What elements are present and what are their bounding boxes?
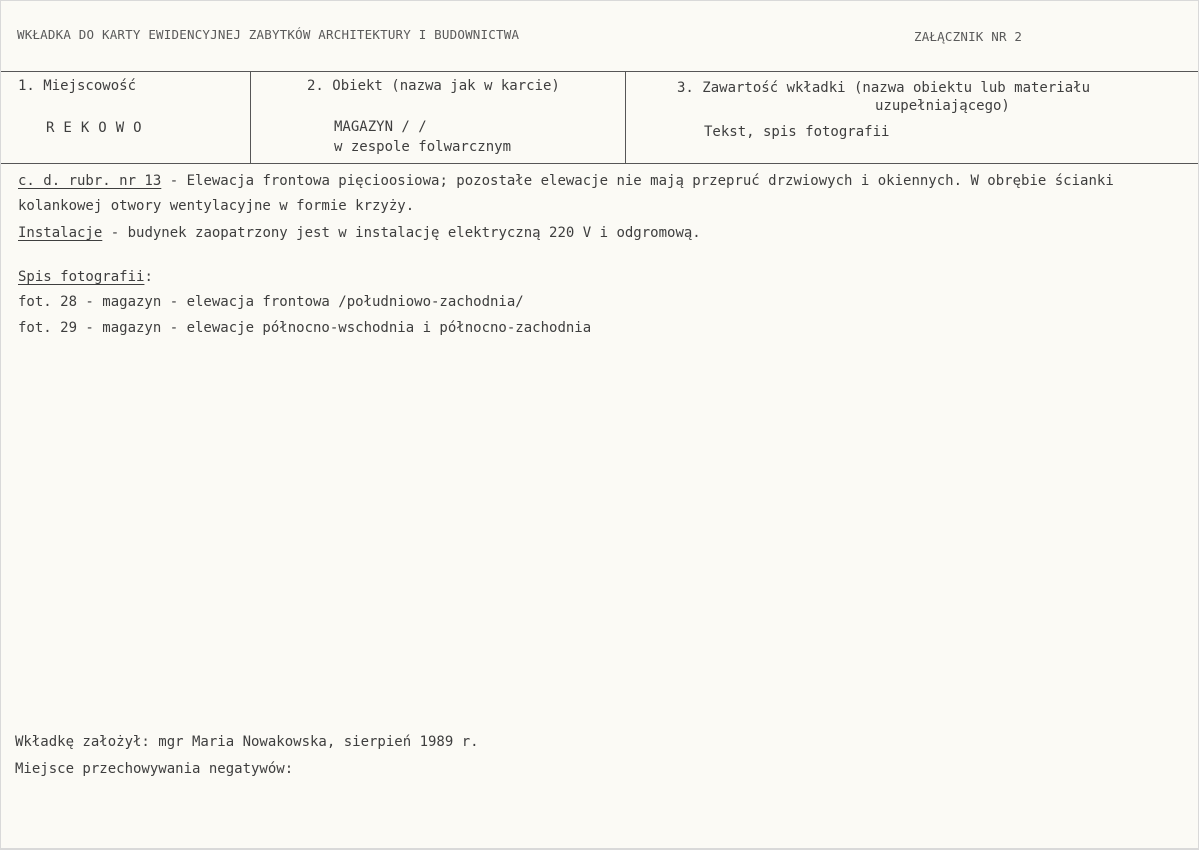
contents-label-cont: uzupełniającego)	[875, 98, 1010, 114]
inventory-card	[1, 1, 1198, 848]
description-paragraph-cont: kolankowej otwory wentylacyjne w formie krzyży.	[18, 198, 415, 214]
description-paragraph	[18, 174, 1114, 188]
installations-description: - budynek zaopatrzony jest w instalację elektryczną 220 V i odgromową.	[102, 225, 701, 241]
rubric-reference: c. d. rubr. nr 13	[18, 173, 162, 189]
photo-list-heading	[18, 270, 153, 284]
object-name: MAGAZYN / /	[334, 119, 427, 135]
column-divider-1	[250, 71, 251, 163]
photo-list-colon: :	[144, 269, 153, 285]
installations-label: Instalacje	[18, 225, 103, 241]
photo-list-title: Spis fotografii	[18, 269, 145, 285]
author-line: Wkładkę założył: mgr Maria Nowakowska, sierpień 1989 r.	[15, 734, 479, 750]
facade-description: - Elewacja frontowa pięcioosiowa; pozostałe elewacje nie mają przepruć drzwiowych i okiennych. W obrębie ścianki	[161, 173, 1114, 189]
contents-value: Tekst, spis fotografii	[704, 124, 890, 140]
locality-label: 1. Miejscowość	[18, 78, 137, 94]
photo-entry: fot. 29 - magazyn - elewacje północno-wschodnia i północno-zachodnia	[18, 320, 592, 336]
attachment-number: ZAŁĄCZNIK NR 2	[914, 29, 1023, 44]
contents-label: 3. Zawartość wkładki (nazwa obiektu lub materiału	[677, 80, 1091, 96]
object-label: 2. Obiekt (nazwa jak w karcie)	[307, 78, 560, 94]
card-title: WKŁADKA DO KARTY EWIDENCYJNEJ ZABYTKÓW ARCHITEKTURY I BUDOWNICTWA	[17, 27, 520, 42]
photo-entry: fot. 28 - magazyn - elewacja frontowa /południowo-zachodnia/	[18, 294, 524, 310]
object-complex: w zespole folwarcznym	[334, 139, 512, 155]
negatives-storage-line: Miejsce przechowywania negatywów:	[15, 761, 294, 777]
table-bottom-rule	[1, 163, 1198, 164]
table-top-rule	[1, 71, 1198, 72]
installations-paragraph	[18, 226, 701, 240]
column-divider-2	[625, 71, 626, 163]
locality-value: REKOWO	[46, 120, 151, 136]
